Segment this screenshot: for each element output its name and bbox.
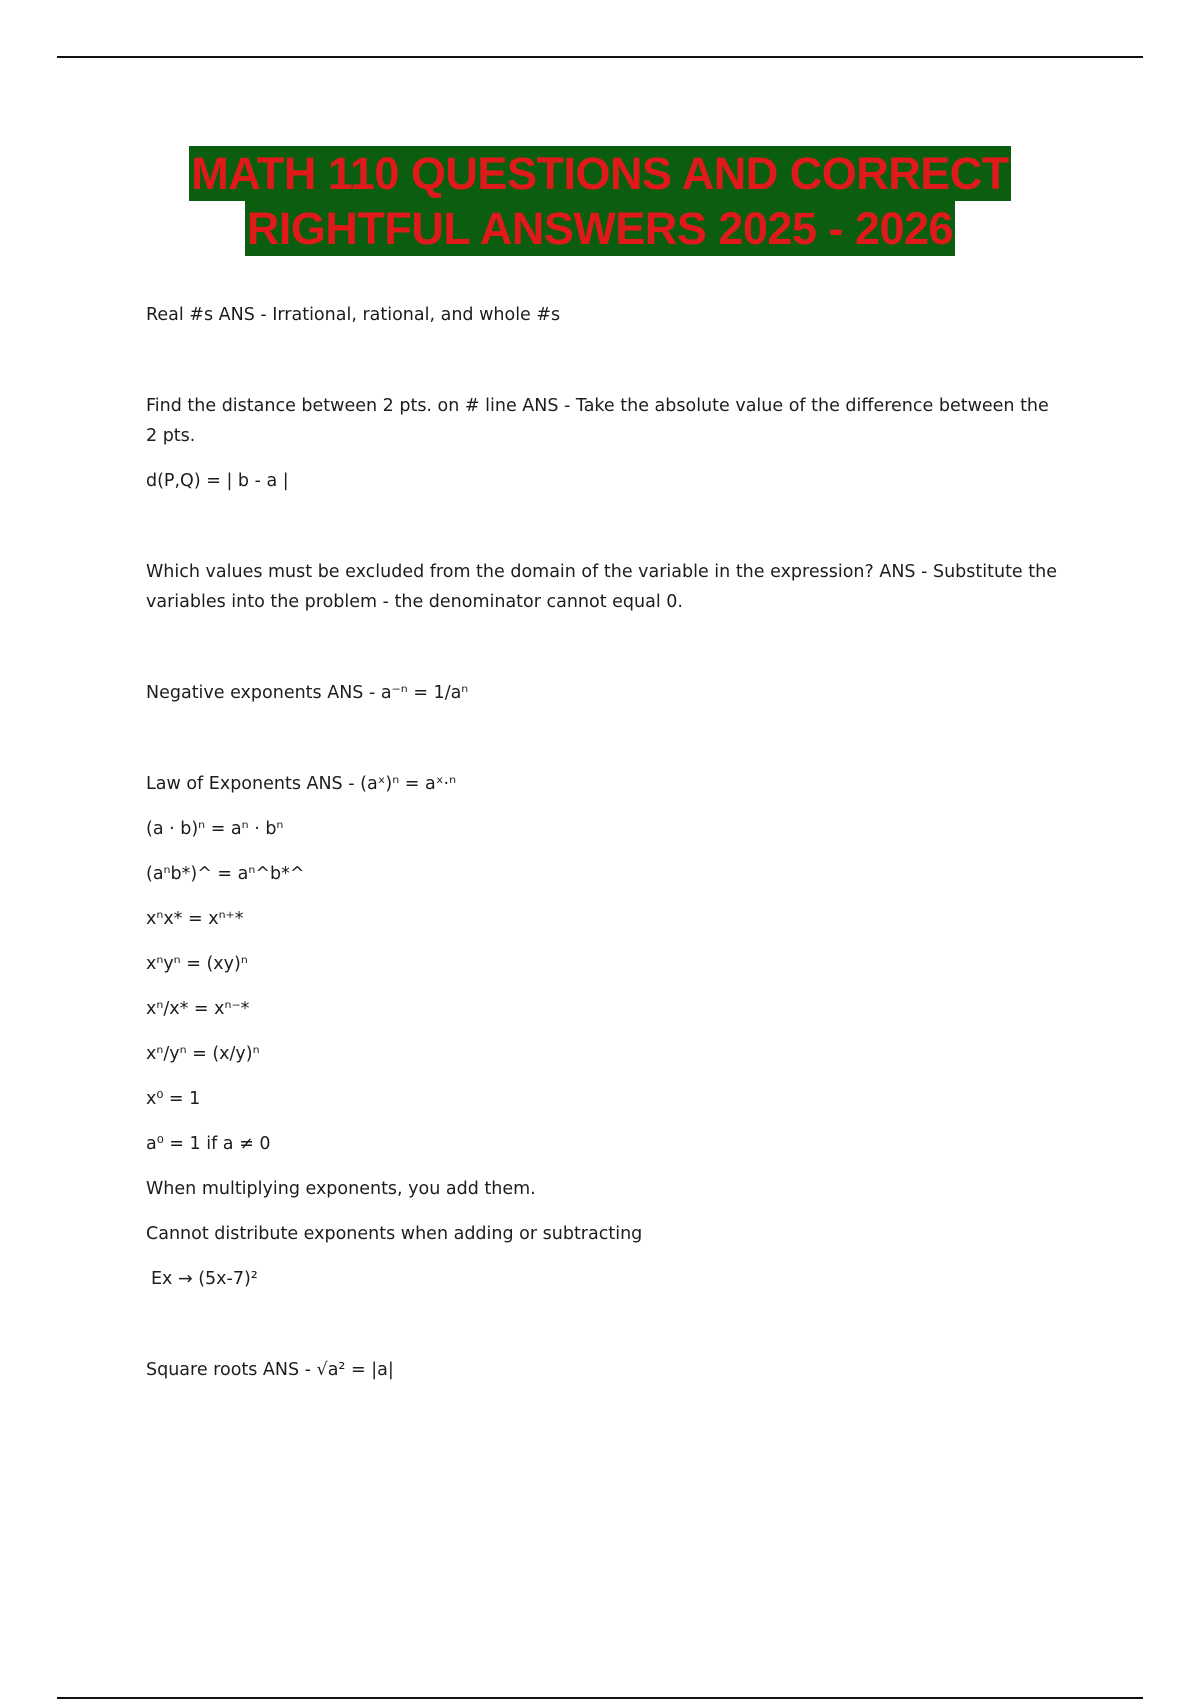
qa-distance-line-2: 2 pts. (146, 426, 196, 446)
qa-law-of-exponents: Law of Exponents ANS - (aˣ)ⁿ = aˣ·ⁿ (146, 774, 457, 794)
qa-distance-line-1: Find the distance between 2 pts. on # line ANS - Take the absolute value of the difference between the (146, 396, 1049, 416)
exponent-rule: (a · b)ⁿ = aⁿ · bⁿ (146, 819, 284, 839)
title-line-2: RIGHTFUL ANSWERS 2025 - 2026 (246, 203, 954, 254)
exponent-example: Ex → (5x-7)² (151, 1269, 258, 1289)
qa-domain-line-1: Which values must be excluded from the domain of the variable in the expression? ANS - Substitute the (146, 562, 1057, 582)
footer-rule (57, 1697, 1143, 1699)
exponent-rule: x⁰ = 1 (146, 1089, 201, 1109)
qa-domain-line-2: variables into the problem - the denominator cannot equal 0. (146, 592, 683, 612)
exponent-rule: (aⁿb*)^ = aⁿ^b*^ (146, 864, 305, 884)
exponent-rule: a⁰ = 1 if a ≠ 0 (146, 1134, 271, 1154)
document-title (0, 146, 1200, 256)
document-body (146, 300, 1086, 1385)
exponent-note: Cannot distribute exponents when adding or subtracting (146, 1224, 643, 1244)
exponent-note: When multiplying exponents, you add them. (146, 1179, 536, 1199)
qa-square-roots: Square roots ANS - √a² = |a| (146, 1360, 394, 1380)
exponent-rule: xⁿ/x* = xⁿ⁻* (146, 999, 250, 1019)
exponent-rule: xⁿx* = xⁿ⁺* (146, 909, 244, 929)
header-rule (57, 56, 1143, 58)
exponent-rule: xⁿyⁿ = (xy)ⁿ (146, 954, 248, 974)
qa-real-numbers: Real #s ANS - Irrational, rational, and whole #s (146, 305, 561, 325)
qa-negative-exponents: Negative exponents ANS - a⁻ⁿ = 1/aⁿ (146, 683, 469, 703)
qa-distance-formula: d(P,Q) = | b - a | (146, 471, 289, 491)
exponent-rule: xⁿ/yⁿ = (x/y)ⁿ (146, 1044, 260, 1064)
title-line-1: MATH 110 QUESTIONS AND CORRECT (191, 148, 1009, 199)
